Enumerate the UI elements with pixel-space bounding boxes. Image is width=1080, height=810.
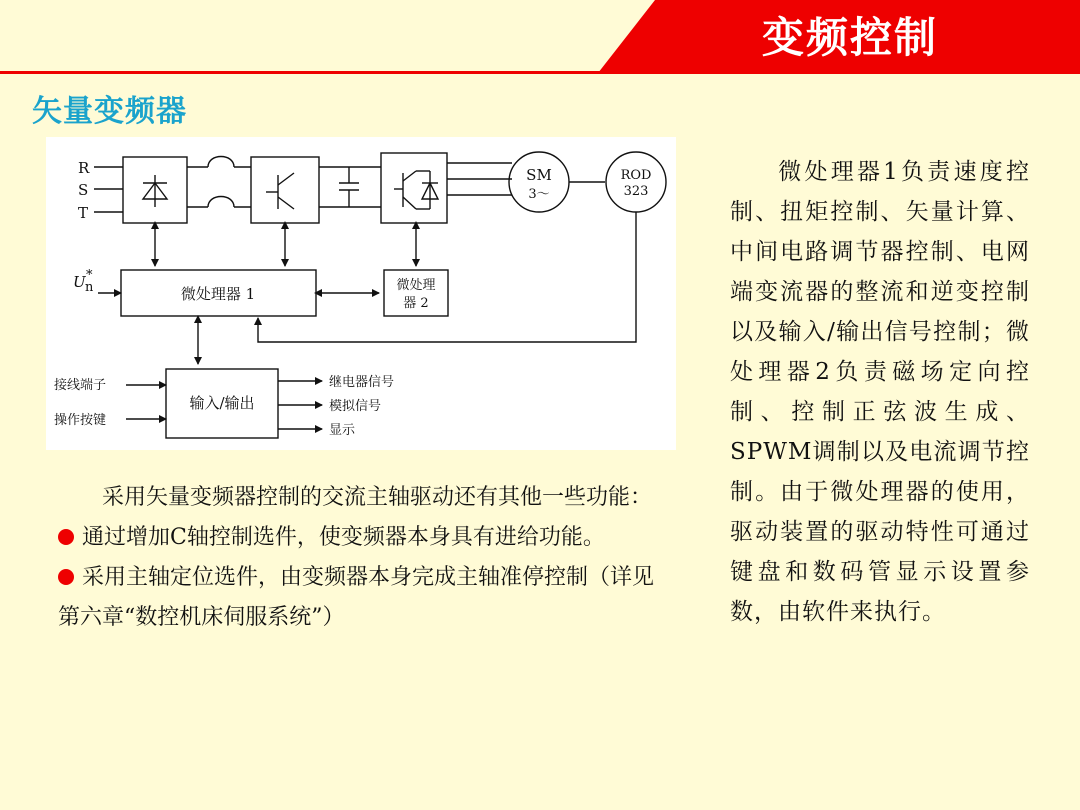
bullet-icon — [58, 529, 74, 545]
io-output-display: 显示 — [329, 423, 356, 438]
functions-intro: 采用矢量变频器控制的交流主轴驱动还有其他一些功能： — [102, 485, 653, 510]
microprocessor-2-label-line1: 微处理 — [396, 278, 436, 293]
io-label: 输入/输出 — [189, 394, 255, 412]
encoder-model-label: 323 — [623, 184, 649, 199]
microprocessor-1-label: 微处理器 1 — [180, 285, 256, 303]
encoder-label: ROD — [620, 168, 652, 183]
io-input-terminal: 接线端子 — [54, 378, 107, 393]
motor-label: SM — [526, 166, 552, 184]
input-label-t: T — [78, 204, 89, 222]
bullet-item: 通过增加C轴控制选件，使变频器本身具有进给功能。 — [58, 518, 668, 558]
input-label-s: S — [78, 181, 89, 199]
speed-ref-label: U — [73, 273, 86, 291]
io-input-keys: 操作按键 — [54, 413, 107, 428]
motor-phase-label: 3～ — [528, 187, 550, 202]
input-label-r: R — [78, 159, 90, 177]
functions-text — [58, 478, 668, 638]
section-subtitle: 矢量变频器 — [32, 94, 187, 129]
io-output-analog: 模拟信号 — [329, 399, 382, 414]
block-diagram — [46, 137, 676, 450]
io-output-relay: 继电器信号 — [329, 375, 395, 390]
page-title: 变频控制 — [761, 13, 938, 62]
speed-ref-sup: * — [86, 268, 93, 283]
bullet-item: 采用主轴定位选件，由变频器本身完成主轴准停控制（详见第六章“数控机床伺服系统”） — [58, 565, 655, 630]
bullet-icon — [58, 569, 74, 585]
microprocessor-2-label-line2: 器 2 — [403, 296, 429, 311]
speed-ref-sub: n — [85, 280, 94, 295]
microprocessor-description: 微处理器1负责速度控制、扭矩控制、矢量计算、中间电路调节器控制、电网端变流器的整流和逆变控制以及输入/输出信号控制；微处理器2负责磁场定向控制、控制正弦波生成、SPWM调制以及电流调节控制。由于微处理器的使用，驱动装置的驱动特性可通过键盘和数码管显示设置参数，由软件来执行。 — [730, 159, 1030, 625]
